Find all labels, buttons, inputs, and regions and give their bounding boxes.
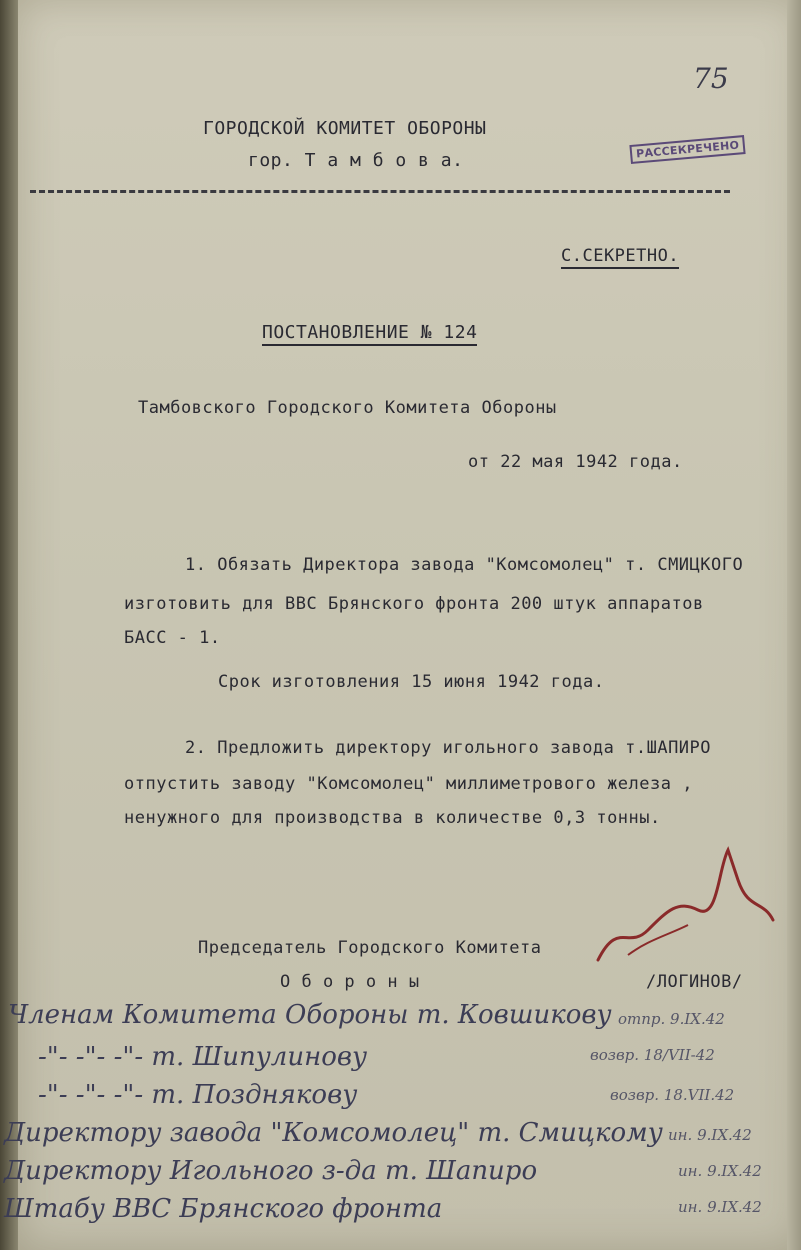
distribution-line-5: Директору Игольного з-да т. Шапиро [4,1156,538,1186]
distribution-note-4: ин. 9.IX.42 [668,1126,752,1144]
item-2-line-2: отпустить заводу "Комсомолец" миллиметрового железа , [124,774,693,794]
item-2-line-3: ненужного для производства в количестве 0,3 тонны. [124,808,661,828]
declassified-stamp: РАССЕКРЕЧЕНО [629,135,746,164]
distribution-line-4: Директору завода "Комсомолец" т. Смицкому [4,1118,663,1148]
distribution-note-6: ин. 9.IX.42 [678,1198,762,1216]
dashed-separator [30,190,730,193]
distribution-note-3: возвр. 18.VII.42 [610,1086,735,1104]
binding-edge [0,0,18,1250]
item-1-line-2: изготовить для ВВС Брянского фронта 200 штук аппаратов [124,594,704,614]
document-title: ПОСТАНОВЛЕНИЕ № 124 [262,322,477,346]
sheet-right-edge [787,0,801,1250]
distribution-line-1: Членам Комитета Обороны т. Ковшикову [8,1000,612,1030]
distribution-note-5: ин. 9.IX.42 [678,1162,762,1180]
org-city: гор. Т а м б о в а. [248,150,464,171]
signatory-name: /ЛОГИНОВ/ [646,972,743,992]
item-1-line-1: 1. Обязать Директора завода "Комсомолец" т. СМИЦКОГО [185,555,744,575]
signature-title-line-2: О б о р о н ы [280,972,420,992]
document-date: от 22 мая 1942 года. [468,452,683,472]
distribution-line-2: -"- -"- -"- т. Шипулинову [38,1042,368,1072]
signature-title-line-1: Председатель Городского Комитета [198,938,542,958]
distribution-line-3: -"- -"- -"- т. Поздняковy [38,1080,357,1110]
handwritten-signature [588,840,788,980]
item-2-line-1: 2. Предложить директору игольного завода т.ШАПИРО [185,738,712,758]
document-subtitle: Тамбовского Городского Комитета Обороны [138,398,557,418]
item-1-deadline: Срок изготовления 15 июня 1942 года. [218,672,605,692]
page-number: 75 [693,62,729,95]
classification-mark: С.СЕКРЕТНО. [561,246,679,269]
org-name: ГОРОДСКОЙ КОМИТЕТ ОБОРОНЫ [203,118,487,139]
document-sheet [4,0,801,1250]
distribution-note-2: возвр. 18/VII-42 [590,1046,715,1064]
distribution-line-6: Штабу ВВС Брянского фронта [4,1194,443,1224]
item-1-line-3: БАСС - 1. [124,628,221,648]
distribution-note-1: отпр. 9.IX.42 [618,1010,725,1028]
